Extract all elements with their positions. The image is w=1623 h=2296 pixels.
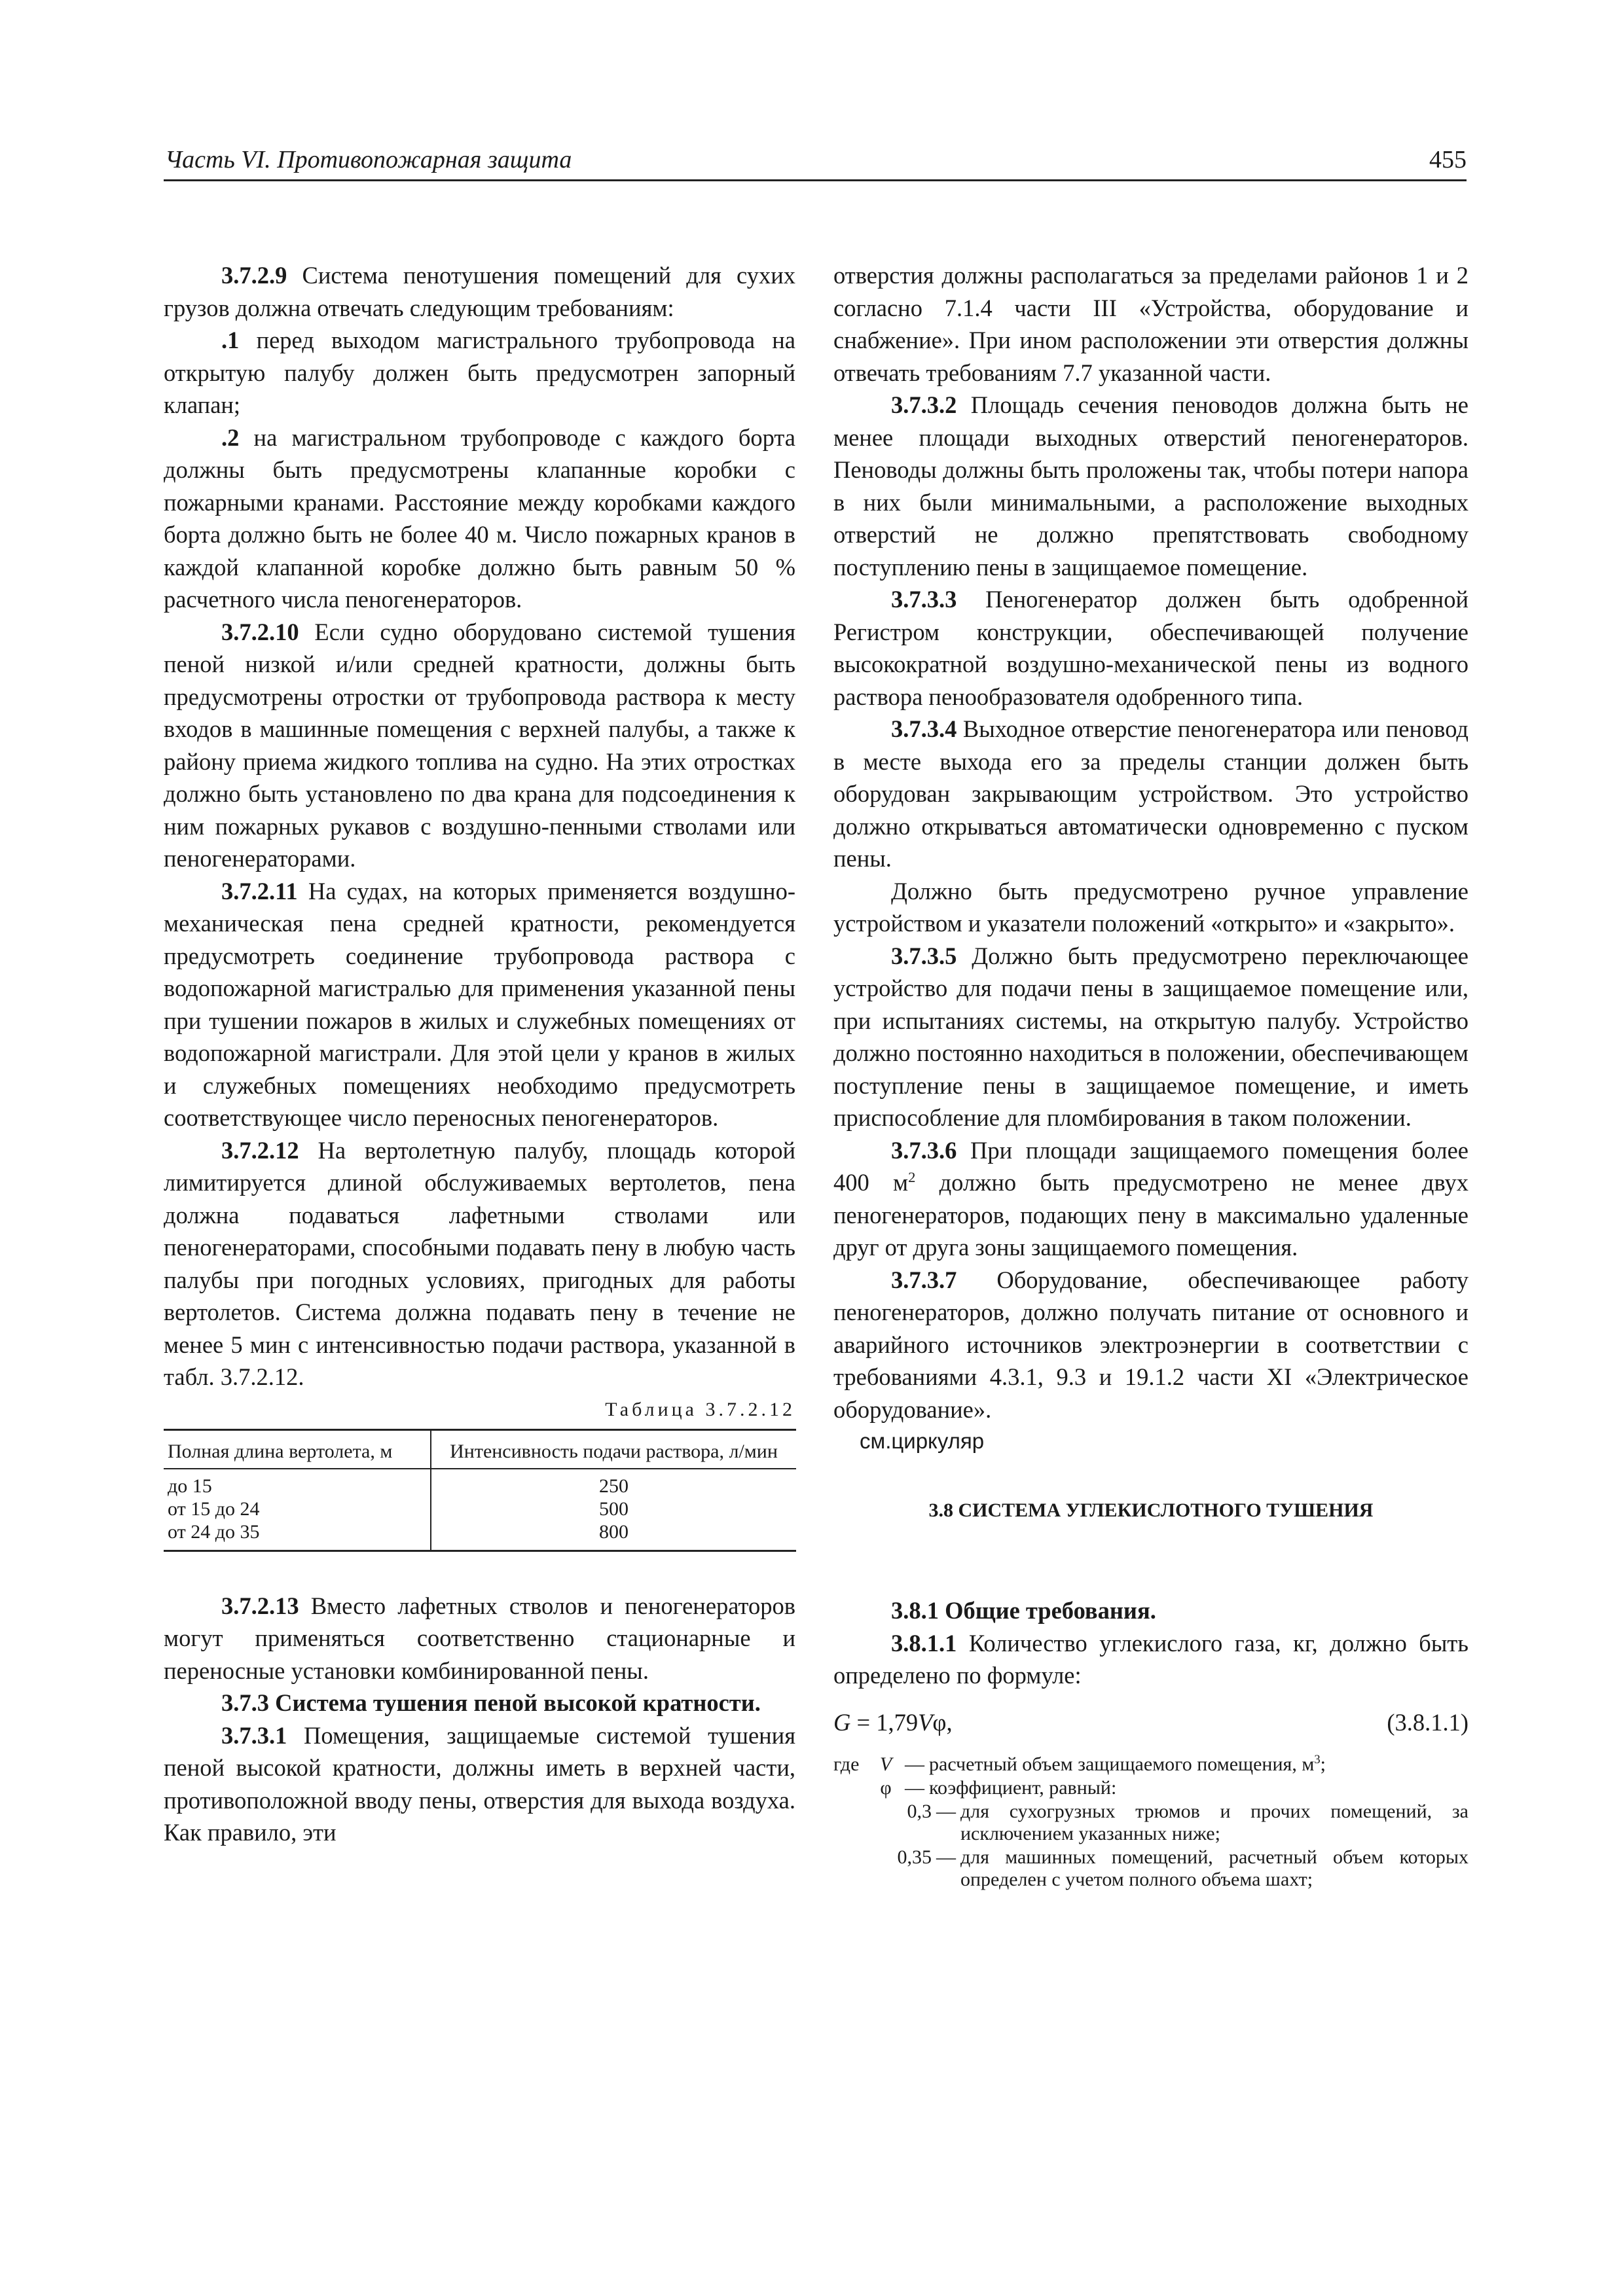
paragraph-3-7-3-7: 3.7.3.7 Оборудование, обеспечивающее работу пеногенераторов, должно получать питание от основного и аварийного источников электроэнергии в соответствии с требованиями 4.3.1, 9.3 и 19.1.2 части XI «Электрическое оборудование».: [833, 1266, 1468, 1423]
table-cell: 800: [431, 1520, 796, 1551]
formula-3-8-1-1: G = 1,79Vφ, (3.8.1.1): [833, 1706, 1468, 1740]
table-row: [164, 1469, 796, 1498]
page-header: [164, 145, 1467, 181]
list-item-2: .2 на магистральном трубопроводе с каждого борта должны быть предусмотрены клапанные коробки с пожарными кранами. Расстояние между коробками каждого борта должно быть не более 40 м. Число пожарных кранов в каждой клапанной коробке должно быть равным 50 % расчетного числа пеногенераторов.: [164, 423, 795, 613]
table-caption: Таблица 3.7.2.12: [605, 1398, 795, 1420]
paragraph-3-7-2-10: 3.7.2.10 Если судно оборудовано системой тушения пеной низкой и/или средней кратности, должны быть предусмотрены отростки от трубопровода раствора к месту входов в машинные помещения с верхней палубы, а также к району приема жидкого топлива на судно. На этих отростках должно быть установлено по два крана для подсоединения к ним пожарных рукавов с воздушно-пенными стволами или пеногенераторами.: [164, 618, 795, 872]
spacer: [164, 1552, 795, 1590]
formula-legend: [833, 1753, 1468, 1891]
page-number: 455: [1429, 146, 1467, 173]
formula-number: (3.8.1.1): [1387, 1708, 1468, 1736]
foam-intensity-table: [164, 1429, 796, 1552]
table-cell: от 24 до 35: [164, 1520, 431, 1551]
paragraph-3-7-3-3: 3.7.3.3 Пеногенератор должен быть одобренной Регистром конструкции, обеспечивающей получение высокократной воздушно-механической пены из водного раствора пенообразователя одобренного типа.: [833, 586, 1468, 710]
list-item-1: .1 перед выходом магистрального трубопровода на открытую палубу должен быть предусмотрен запорный клапан;: [164, 327, 795, 418]
paragraph-3-7-3-2: 3.7.3.2 Площадь сечения пеноводов должна быть не менее площади выходных отверстий пеногенераторов. Пеноводы должны быть проложены так, чтобы потери напора в них были минимальными, а расположение выходных отверстий не должно препятствовать свободному поступлению пены в защищаемое помещение.: [833, 391, 1468, 581]
right-column: [833, 259, 1468, 1892]
table-row: [164, 1498, 796, 1520]
paragraph-3-7-2-12: 3.7.2.12 На вертолетную палубу, площадь которой лимитируется длиной обслуживаемых вертолетов, пена должна подаваться лафетными стволами или пеногенераторами, способными подавать пену в любую часть палубы при погодных условиях, пригодных для работы вертолетов. Система должна подавать пену в течение не менее 5 мин с интенсивностью подачи раствора, указанной в табл. 3.7.2.12.: [164, 1136, 795, 1390]
paragraph-3-7-3-6: 3.7.3.6 При площади защищаемого помещения более 400 $м^2$ должно быть предусмотрено не менее двух пеногенераторов, подающих пену в максимально удаленные друг от друга зоны защищаемого помещения.: [833, 1136, 1468, 1261]
legend-row: φ — коэффициент, равный:: [880, 1776, 1117, 1799]
running-title: Часть VI. Противопожарная защита: [165, 146, 572, 173]
table-cell: до 15: [164, 1469, 431, 1498]
table-header-cell: Полная длина вертолета, м: [164, 1429, 431, 1469]
table-header-cell: Интенсивность подачи раствора, л/мин: [431, 1429, 796, 1469]
legend-row: где V — расчетный объем защищаемого помещения, $м^3$;: [833, 1752, 1326, 1775]
table-cell: 500: [599, 1498, 629, 1520]
paragraph-3-7-3-4: 3.7.3.4 Выходное отверстие пеногенератора или пеновод в месте выхода его за пределы станции должен быть оборудован закрывающим устройством. Это устройство должно открываться автоматически одновременно с пуском пены.: [833, 715, 1468, 872]
paragraph-3-7-2-11: 3.7.2.11 На судах, на которых применяется воздушно-механическая пена средней кратности, рекомендуется предусмотреть соединение трубопровода раствора с водопожарной магистралью для применения указанной пены при тушении пожаров в жилых и служебных помещениях от водопожарной магистрали. Для этой цели у кранов в жилых и служебных помещениях необходимо предусмотреть соответствующее число переносных пеногенераторов.: [164, 877, 795, 1131]
paragraph-3-7-3-1: 3.7.3.1 Помещения, защищаемые системой тушения пеной высокой кратности, должны иметь в верхней части, противоположной вводу пены, отверстия для выхода воздуха. Как правило, эти: [164, 1721, 795, 1846]
paragraph-3-8-1-1: 3.8.1.1 Количество углекислого газа, кг, должно быть определено по формуле:: [833, 1629, 1468, 1689]
paragraph-continued: отверстия должны располагаться за пределами районов 1 и 2 согласно 7.1.4 части III «Устройства, оборудование и снабжение». При ином расположении эти отверстия должны отвечать требованиям 7.7 указанной части.: [833, 262, 1468, 386]
table-cell: от 15 до 24: [164, 1498, 431, 1520]
table-cell: 250: [599, 1475, 629, 1497]
legend-row: 0,35 — для машинных помещений, расчетный объем которых определен с учетом полного объема шахт;: [897, 1846, 1468, 1890]
circular-link[interactable]: см.циркуляр: [860, 1429, 985, 1453]
paragraph-3-7-3-5: 3.7.3.5 Должно быть предусмотрено переключающее устройство для подачи пены в защищаемое помещение или, при испытаниях системы, на открытую палубу. Устройство должно постоянно находиться в положении, обеспечивающем поступление пены в защищаемое помещение, и иметь приспособление для пломбирования в таком положении.: [833, 942, 1468, 1131]
heading-3-7-3: 3.7.3 Система тушения пеной высокой кратности.: [221, 1689, 761, 1716]
heading-3-8-1: 3.8.1 Общие требования.: [891, 1597, 1156, 1624]
table-row: [164, 1520, 796, 1551]
paragraph-manual-control: Должно быть предусмотрено ручное управление устройством и указатели положений «открыто» и «закрыто».: [833, 877, 1468, 937]
paragraph-3-7-2-13: 3.7.2.13 Вместо лафетных стволов и пеногенераторов могут применяться соответственно стационарные и переносные установки комбинированной пены.: [164, 1592, 795, 1684]
paragraph-3-7-2-9: 3.7.2.9 Система пенотушения помещений для сухих грузов должна отвечать следующим требованиям:: [164, 262, 795, 321]
legend-row: 0,3 — для сухогрузных трюмов и прочих помещений, за исключением указанных ниже;: [907, 1800, 1468, 1844]
section-title: 3.8 СИСТЕМА УГЛЕКИСЛОТНОГО ТУШЕНИЯ: [928, 1499, 1374, 1521]
table-header-row: [164, 1429, 796, 1469]
left-column: [164, 259, 795, 1849]
